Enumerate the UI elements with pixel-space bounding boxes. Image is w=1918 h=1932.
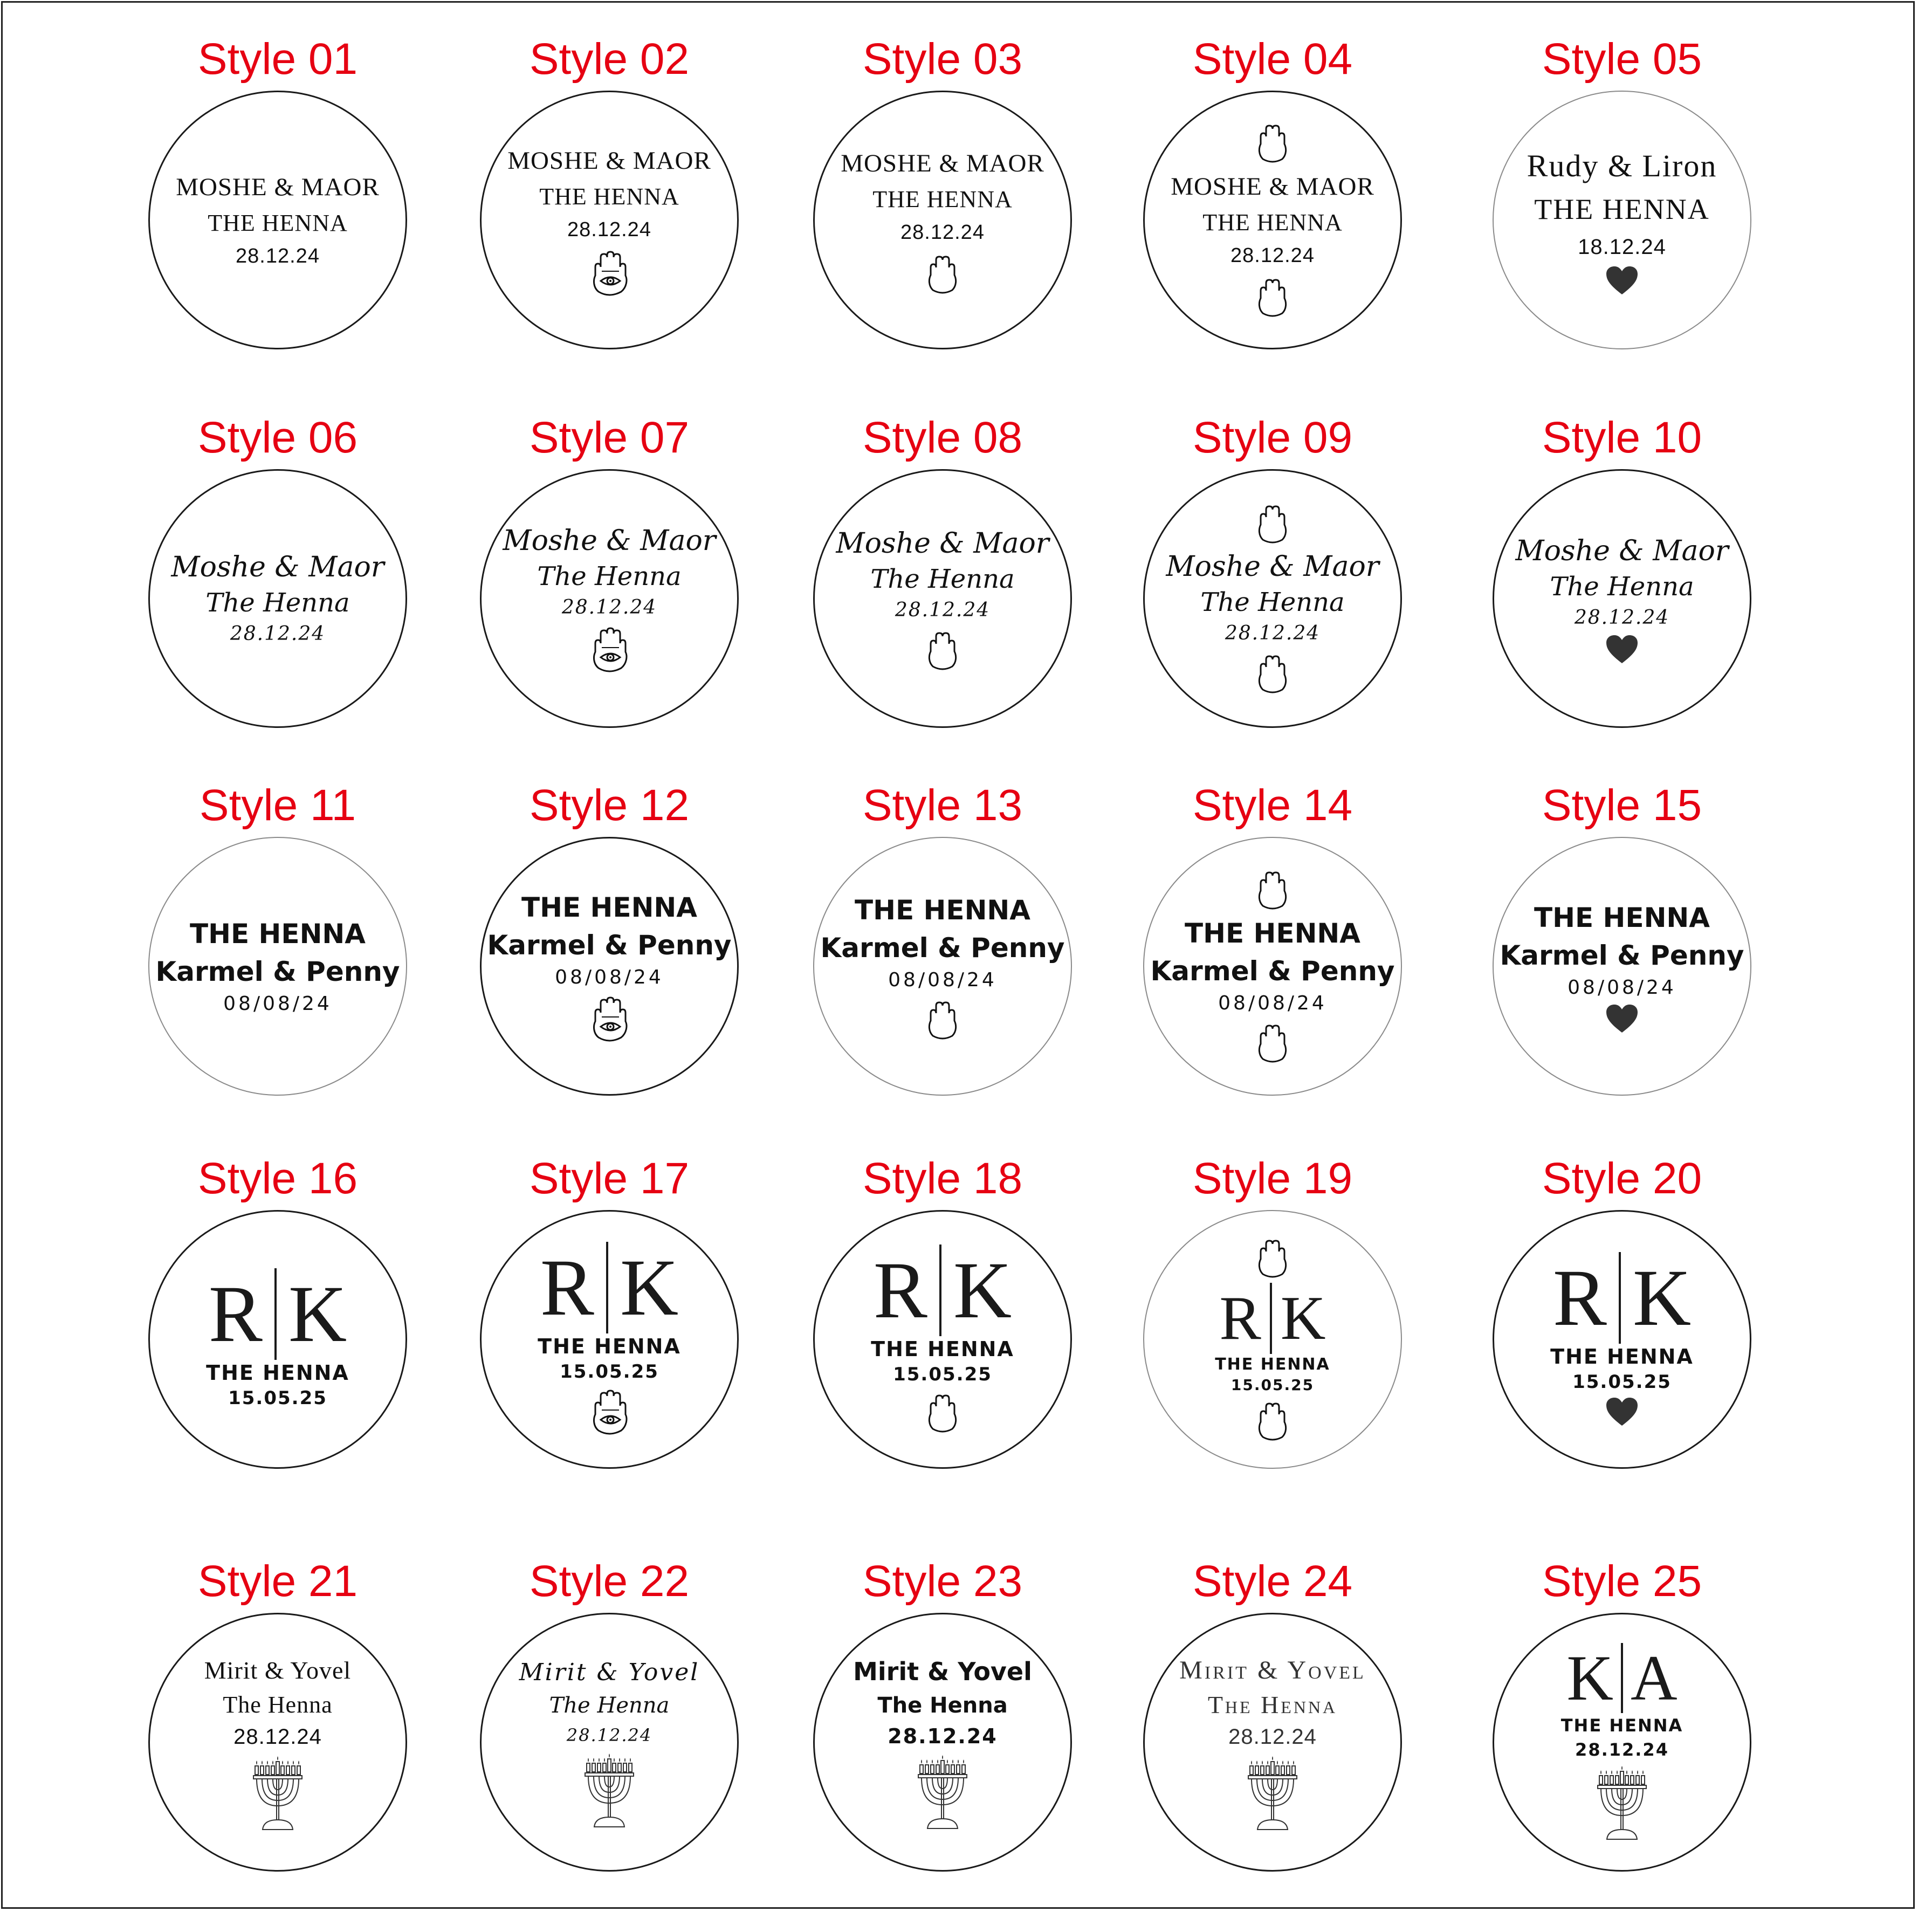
sticker-content — [482, 838, 737, 1094]
menorah-icon — [1247, 1756, 1298, 1832]
sticker-content — [482, 471, 737, 726]
sticker-line-1: Mirit & Yovel — [519, 1659, 700, 1686]
style-label: Style 25 — [1542, 1557, 1702, 1606]
sticker-date: 15.05.25 — [560, 1361, 659, 1383]
sticker-content — [150, 471, 405, 726]
sticker-line-2: Karmel & Penny — [820, 932, 1065, 964]
sticker-date: 08/08/24 — [1218, 992, 1327, 1014]
hamsa-icon — [1256, 868, 1289, 911]
style-label: Style 20 — [1542, 1154, 1702, 1203]
sticker-content — [815, 1212, 1070, 1467]
style-label: Style 22 — [529, 1557, 690, 1606]
monogram-letter-left: R — [1552, 1253, 1607, 1343]
sticker-date: 28.12.24 — [895, 599, 991, 621]
sticker-circle — [1143, 469, 1402, 728]
style-card[interactable] — [105, 32, 450, 410]
sticker-date: 28.12.24 — [1228, 1725, 1317, 1749]
sticker-content — [482, 1614, 737, 1870]
sticker-content — [815, 471, 1070, 726]
hamsa-icon — [1256, 652, 1289, 695]
heart-icon — [1605, 1003, 1639, 1034]
style-card[interactable] — [1449, 779, 1795, 1156]
sticker-date: 15.05.25 — [893, 1364, 992, 1385]
style-card[interactable] — [1449, 1152, 1795, 1529]
sticker-circle — [1143, 1210, 1402, 1469]
style-card[interactable] — [105, 411, 450, 788]
sticker-date: 28.12.24 — [1225, 622, 1321, 644]
hamsa-eye-icon — [591, 1388, 628, 1437]
sticker-circle — [148, 837, 407, 1096]
monogram-letter-right: A — [1631, 1642, 1678, 1714]
sticker-line-1: THE HENNA — [855, 895, 1030, 926]
sticker-content — [482, 92, 737, 348]
sticker-line-1: Moshe & Maor — [836, 527, 1049, 560]
sticker-circle — [813, 1613, 1072, 1872]
style-card[interactable] — [437, 32, 782, 410]
hamsa-icon — [1256, 1021, 1289, 1064]
sticker-line-1: Moshe & Maor — [1515, 535, 1729, 567]
style-label: Style 04 — [1192, 35, 1353, 84]
monogram — [209, 1268, 347, 1360]
style-label: Style 24 — [1192, 1557, 1353, 1606]
sticker-line-2: THE HENNA — [872, 186, 1013, 212]
sticker-content — [149, 838, 406, 1095]
style-card[interactable] — [770, 32, 1115, 410]
sticker-line-2: THE HENNA — [1560, 1715, 1683, 1736]
menorah-icon — [583, 1754, 635, 1829]
sticker-content — [1145, 471, 1400, 726]
style-label: Style 02 — [529, 35, 690, 84]
sticker-line-2: The Henna — [1200, 587, 1345, 617]
menorah-icon — [252, 1756, 304, 1832]
style-card[interactable] — [105, 779, 450, 1156]
monogram — [874, 1245, 1012, 1336]
style-card[interactable] — [1100, 1152, 1445, 1529]
sticker-line-2: The Henna — [877, 1693, 1008, 1718]
sticker-content — [482, 1212, 737, 1467]
hamsa-eye-icon — [591, 250, 628, 298]
sticker-content — [1145, 92, 1400, 348]
monogram-divider — [939, 1245, 941, 1336]
sticker-circle — [813, 469, 1072, 728]
heart-icon — [1605, 265, 1639, 295]
monogram-letter-right: K — [1280, 1284, 1326, 1353]
sticker-line-2: THE HENNA — [1215, 1355, 1330, 1374]
style-card[interactable] — [1449, 1555, 1795, 1932]
sticker-date: 28.12.24 — [561, 596, 657, 618]
style-label: Style 18 — [862, 1154, 1023, 1203]
monogram-letter-left: R — [873, 1246, 927, 1335]
sticker-content — [1144, 1211, 1401, 1468]
style-card[interactable] — [770, 779, 1115, 1156]
style-card[interactable] — [1449, 32, 1795, 410]
sticker-circle — [480, 91, 739, 349]
sticker-circle — [813, 837, 1072, 1096]
sticker-date: 08/08/24 — [1568, 977, 1676, 999]
monogram-letter-right: K — [953, 1246, 1012, 1335]
sticker-circle — [480, 469, 739, 728]
sticker-date: 15.05.25 — [1230, 1376, 1315, 1394]
sticker-line-1: Mirit & Yovel — [1179, 1656, 1366, 1685]
sticker-date: 28.12.24 — [1574, 607, 1670, 629]
monogram-divider — [606, 1242, 608, 1333]
style-card[interactable] — [105, 1152, 450, 1529]
sticker-content — [150, 92, 405, 348]
sticker-circle — [148, 469, 407, 728]
sticker-content — [1494, 1212, 1750, 1467]
sticker-date: 28.12.24 — [236, 245, 320, 267]
sticker-line-2: Karmel & Penny — [1500, 940, 1744, 971]
hamsa-eye-icon — [591, 995, 628, 1044]
style-card[interactable] — [437, 1152, 782, 1529]
sticker-content — [1494, 92, 1750, 348]
sticker-line-2: The Henna — [205, 588, 350, 618]
sticker-circle — [1493, 1613, 1751, 1872]
sticker-line-2: THE HENNA — [208, 210, 348, 236]
sticker-line-1: Mirit & Yovel — [853, 1657, 1032, 1686]
sticker-circle — [813, 91, 1072, 349]
style-label: Style 09 — [1192, 413, 1353, 462]
monogram-letter-left: R — [208, 1269, 263, 1359]
hamsa-icon — [1256, 1399, 1289, 1442]
style-card[interactable] — [105, 1555, 450, 1932]
style-card[interactable] — [1100, 1555, 1445, 1932]
hamsa-icon — [926, 1391, 959, 1434]
monogram-letter-left: K — [1566, 1642, 1613, 1714]
monogram-letter-right: K — [620, 1243, 679, 1332]
hamsa-icon — [926, 998, 959, 1041]
sticker-line-2: The Henna — [870, 564, 1015, 594]
hamsa-eye-icon — [591, 626, 628, 675]
monogram-letter-left: R — [540, 1243, 594, 1332]
style-label: Style 19 — [1192, 1154, 1353, 1203]
monogram — [1219, 1283, 1325, 1354]
menorah-icon — [1596, 1766, 1648, 1841]
style-label: Style 03 — [862, 35, 1023, 84]
monogram-letter-right: K — [288, 1269, 347, 1359]
sticker-line-2: The Henna — [1207, 1691, 1338, 1718]
sticker-date: 15.05.25 — [228, 1387, 327, 1409]
sticker-line-1: MOSHE & MAOR — [507, 147, 711, 175]
sticker-circle — [148, 1613, 407, 1872]
sticker-line-2: The Henna — [223, 1692, 333, 1718]
monogram-divider — [1619, 1252, 1621, 1344]
sticker-date: 28.12.24 — [566, 1725, 652, 1745]
sticker-content — [1144, 838, 1401, 1095]
sticker-line-2: THE HENNA — [539, 183, 679, 210]
sticker-line-1: Rudy & Liron — [1527, 148, 1717, 183]
sticker-content — [1494, 471, 1750, 726]
style-label: Style 05 — [1542, 35, 1702, 84]
sticker-date: 15.05.25 — [1572, 1371, 1672, 1393]
sticker-content — [1494, 1614, 1750, 1870]
style-card[interactable] — [1100, 411, 1445, 788]
style-label: Style 13 — [862, 781, 1023, 830]
sticker-date: 28.12.24 — [230, 623, 326, 645]
sticker-line-1: THE HENNA — [190, 918, 366, 950]
sticker-date: 28.12.24 — [888, 1724, 998, 1748]
monogram — [540, 1242, 678, 1333]
style-card[interactable] — [770, 411, 1115, 788]
menorah-icon — [917, 1755, 968, 1831]
style-label: Style 01 — [197, 35, 358, 84]
style-label: Style 06 — [197, 413, 358, 462]
style-label: Style 14 — [1192, 781, 1353, 830]
style-label: Style 10 — [1542, 413, 1702, 462]
monogram — [1553, 1252, 1691, 1344]
sticker-date: 28.12.24 — [567, 218, 651, 241]
style-card[interactable] — [1100, 779, 1445, 1156]
style-label: Style 15 — [1542, 781, 1702, 830]
hamsa-icon — [1256, 1236, 1289, 1280]
sticker-circle — [813, 1210, 1072, 1469]
sticker-circle — [1493, 469, 1751, 728]
monogram-letter-right: K — [1632, 1253, 1692, 1343]
sticker-circle — [1143, 91, 1402, 349]
sticker-line-1: MOSHE & MAOR — [1171, 173, 1374, 201]
sticker-date: 18.12.24 — [1578, 235, 1666, 259]
style-card[interactable] — [437, 1555, 782, 1932]
sticker-line-1: Moshe & Maor — [503, 525, 716, 557]
sticker-content — [814, 838, 1071, 1095]
sticker-line-1: Mirit & Yovel — [204, 1656, 352, 1684]
sticker-date: 28.12.24 — [233, 1725, 322, 1749]
sticker-line-2: THE HENNA — [871, 1337, 1014, 1361]
sticker-circle — [480, 1210, 739, 1469]
sticker-line-1: Moshe & Maor — [171, 551, 384, 583]
hamsa-icon — [926, 252, 959, 295]
monogram-divider — [1621, 1643, 1623, 1713]
sticker-line-2: The Henna — [1550, 572, 1694, 602]
sticker-circle — [480, 1613, 739, 1872]
sticker-date: 28.12.24 — [1575, 1740, 1669, 1760]
hamsa-icon — [1256, 121, 1289, 164]
sticker-line-2: Karmel & Penny — [487, 930, 732, 961]
sticker-circle — [148, 1210, 407, 1469]
sticker-date: 08/08/24 — [555, 966, 664, 988]
sticker-content — [815, 1614, 1070, 1870]
sticker-line-2: The Henna — [549, 1693, 670, 1718]
sticker-circle — [1493, 1210, 1751, 1469]
style-label: Style 17 — [529, 1154, 690, 1203]
sticker-circle — [1493, 837, 1751, 1096]
sticker-content — [1145, 1614, 1400, 1870]
sticker-date: 08/08/24 — [888, 969, 997, 991]
hamsa-icon — [1256, 502, 1289, 545]
style-card[interactable] — [770, 1152, 1115, 1529]
style-label: Style 11 — [199, 781, 356, 830]
sticker-line-2: Karmel & Penny — [155, 956, 400, 987]
sticker-line-1: Moshe & Maor — [1166, 551, 1379, 583]
sticker-line-1: THE HENNA — [1534, 902, 1710, 933]
sticker-circle — [1493, 91, 1751, 349]
sticker-line-2: THE HENNA — [1534, 193, 1710, 225]
style-card[interactable] — [770, 1555, 1115, 1932]
style-label: Style 12 — [529, 781, 690, 830]
style-label: Style 21 — [197, 1557, 358, 1606]
monogram — [1566, 1643, 1677, 1713]
sticker-circle — [480, 837, 739, 1096]
sticker-line-2: THE HENNA — [206, 1361, 349, 1385]
style-label: Style 23 — [862, 1557, 1023, 1606]
sticker-line-2: The Henna — [537, 561, 682, 592]
sticker-line-1: THE HENNA — [1185, 918, 1360, 949]
style-card[interactable] — [437, 411, 782, 788]
style-card[interactable] — [1449, 411, 1795, 788]
sticker-content — [150, 1212, 405, 1467]
heart-icon — [1605, 634, 1639, 664]
heart-icon — [1605, 1397, 1639, 1427]
style-label: Style 07 — [529, 413, 690, 462]
sticker-circle — [1143, 837, 1402, 1096]
sticker-line-2: Karmel & Penny — [1150, 955, 1395, 987]
sticker-line-1: MOSHE & MAOR — [176, 173, 380, 201]
sticker-content — [1494, 838, 1750, 1095]
sticker-line-2: THE HENNA — [1202, 209, 1343, 236]
sticker-line-2: THE HENNA — [1550, 1345, 1694, 1369]
sticker-content — [815, 92, 1070, 348]
sticker-line-2: THE HENNA — [538, 1335, 681, 1358]
sticker-date: 08/08/24 — [223, 993, 332, 1015]
sticker-line-1: THE HENNA — [521, 892, 697, 923]
sticker-date: 28.12.24 — [1230, 244, 1315, 267]
style-card[interactable] — [1100, 32, 1445, 410]
sticker-content — [150, 1614, 405, 1870]
style-label: Style 16 — [197, 1154, 358, 1203]
monogram-letter-left: R — [1219, 1284, 1261, 1353]
hamsa-icon — [926, 629, 959, 672]
sticker-line-1: MOSHE & MAOR — [841, 149, 1044, 177]
style-label: Style 08 — [862, 413, 1023, 462]
monogram-divider — [274, 1268, 277, 1360]
style-card[interactable] — [437, 779, 782, 1156]
monogram-divider — [1270, 1283, 1272, 1354]
sticker-date: 28.12.24 — [900, 221, 985, 244]
hamsa-icon — [1256, 276, 1289, 319]
sticker-circle — [1143, 1613, 1402, 1872]
sticker-circle — [148, 91, 407, 349]
